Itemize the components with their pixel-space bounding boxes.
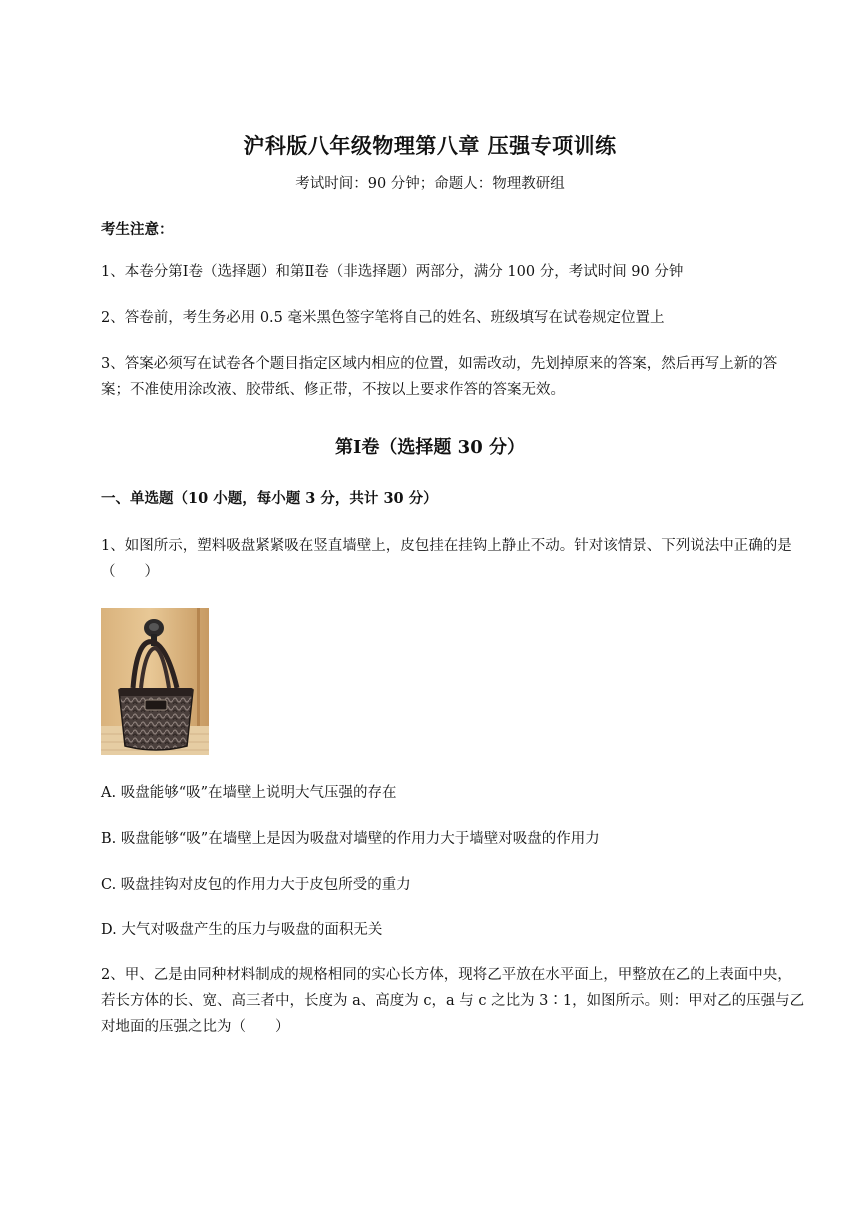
handbag-suction-hook-image [101,608,209,755]
exam-info: 考试时间：90 分钟；命题人：物理教研组 [295,176,565,192]
question-1-option-a: A. 吸盘能够“吸”在墙壁上说明大气压强的存在 [101,785,397,801]
handbag-photo [101,608,209,755]
notice-item-2: 2、答卷前，考生务必用 0.5 毫米黑色签字笔将自己的姓名、班级填写在试卷规定位置上 [101,310,665,326]
section-title: 第Ⅰ卷（选择题 30 分） [334,437,525,458]
notice-item-1: 1、本卷分第Ⅰ卷（选择题）和第Ⅱ卷（非选择题）两部分，满分 100 分，考试时间 90 分钟 [101,264,684,280]
question-1-option-c: C. 吸盘挂钩对皮包的作用力大于皮包所受的重力 [101,877,411,893]
question-1-stem: 1、如图所示，塑料吸盘紧紧吸在竖直墙壁上，皮包挂在挂钩上静止不动。针对该情景、下列说法中正确的是（ ） [101,538,792,580]
notice-item-3: 3、答案必须写在试卷各个题目指定区域内相应的位置，如需改动，先划掉原来的答案，然后再写上新的答案；不准使用涂改液、胶带纸、修正带，不按以上要求作答的答案无效。 [101,356,778,398]
question-2-stem: 2、甲、乙是由同种材料制成的规格相同的实心长方体，现将乙平放在水平面上，甲整放在乙的上表面中央，若长方体的长、宽、高三者中，长度为 a、高度为 c，a 与 c 之比为 3∶1，如图所示。则：甲对乙的压强与乙对地面的压强之比为（ ） [101,967,805,1035]
page-title: 沪科版八年级物理第八章 压强专项训练 [243,133,617,158]
question-1-option-d: D. 大气对吸盘产生的压力与吸盘的面积无关 [101,922,383,938]
part-heading: 一、单选题（10 小题，每小题 3 分，共计 30 分） [101,490,438,507]
question-1-option-b: B. 吸盘能够“吸”在墙壁上是因为吸盘对墙壁的作用力大于墙壁对吸盘的作用力 [101,831,600,847]
notice-heading: 考生注意： [101,221,174,238]
